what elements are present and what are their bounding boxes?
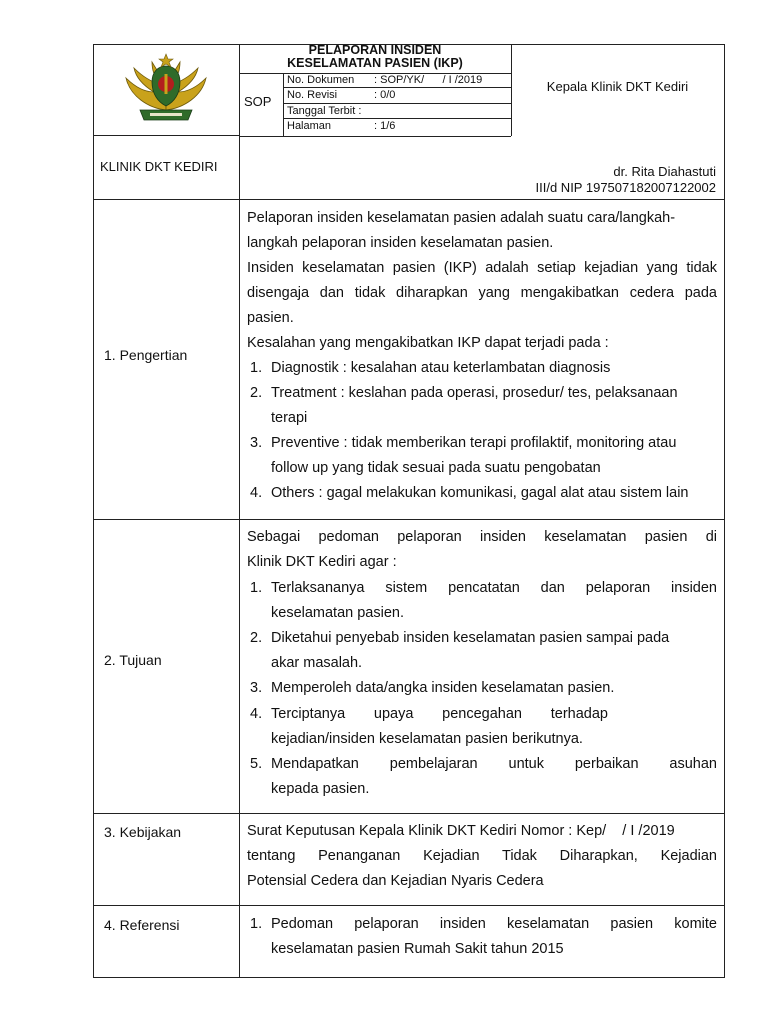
section-label-pengertian: 1. Pengertian bbox=[104, 347, 188, 363]
list-item-continued: keselamatan pasien Rumah Sakit tahun 2015 bbox=[271, 941, 564, 957]
list-number: 2. bbox=[250, 630, 263, 646]
paragraph-line: disengaja dan tidak diharapkan yang mengakibatkan cedera pada bbox=[247, 285, 717, 301]
issue-date-label: Tanggal Terbit : bbox=[287, 105, 362, 117]
list-item-continued: akar masalah. bbox=[271, 655, 363, 671]
clinic-logo bbox=[118, 52, 214, 128]
list-item: Diketahui penyebab insiden keselamatan pasien sampai pada bbox=[271, 630, 670, 646]
list-item: Mendapatkan pembelajaran untuk perbaikan asuhan bbox=[271, 756, 717, 772]
list-item-continued: terapi bbox=[271, 410, 308, 426]
paragraph-line: Kesalahan yang mengakibatkan IKP dapat terjadi pada : bbox=[247, 335, 609, 351]
list-number: 5. bbox=[250, 756, 263, 772]
page-label: Halaman bbox=[287, 120, 332, 132]
section-label-referensi: 4. Referensi bbox=[104, 917, 180, 933]
list-item: Pedoman pelaporan insiden keselamatan pasien komite bbox=[271, 916, 717, 932]
approver-title: Kepala Klinik DKT Kediri bbox=[546, 79, 689, 94]
list-item-continued: kepada pasien. bbox=[271, 781, 370, 797]
list-number: 1. bbox=[250, 580, 263, 596]
list-number: 3. bbox=[250, 680, 263, 696]
list-number: 1. bbox=[250, 916, 263, 932]
sop-label: SOP bbox=[244, 94, 272, 109]
clinic-name: KLINIK DKT KEDIRI bbox=[100, 159, 218, 174]
list-item: Terlaksananya sistem pencatatan dan pelaporan insiden bbox=[271, 580, 717, 596]
paragraph-line: Klinik DKT Kediri agar : bbox=[247, 554, 397, 570]
section-label-tujuan: 2. Tujuan bbox=[104, 652, 162, 668]
paragraph-line: Potensial Cedera dan Kejadian Nyaris Cedera bbox=[247, 873, 544, 889]
list-item: Treatment : keslahan pada operasi, prosedur/ tes, pelaksanaan bbox=[271, 385, 678, 401]
list-item: Preventive : tidak memberikan terapi profilaktif, monitoring atau bbox=[271, 435, 677, 451]
approver-name: dr. Rita Diahastuti bbox=[613, 164, 716, 179]
list-number: 1. bbox=[250, 360, 263, 376]
list-item-continued: follow up yang tidak sesuai pada suatu pengobatan bbox=[271, 460, 601, 476]
paragraph-line: langkah pelaporan insiden keselamatan pasien. bbox=[247, 235, 554, 251]
revision-value: : 0/0 bbox=[374, 89, 396, 101]
section-label-kebijakan: 3. Kebijakan bbox=[104, 824, 182, 840]
document-title-line2: KESELAMATAN PASIEN (IKP) bbox=[287, 56, 463, 70]
list-item-continued: kejadian/insiden keselamatan pasien berikutnya. bbox=[271, 731, 583, 747]
doc-no-label: No. Dokumen bbox=[287, 74, 355, 86]
list-item-continued: keselamatan pasien. bbox=[271, 605, 404, 621]
approver-nip: III/d NIP 197507182007122002 bbox=[535, 180, 716, 195]
revision-label: No. Revisi bbox=[287, 89, 338, 101]
paragraph-line: Pelaporan insiden keselamatan pasien adalah suatu cara/langkah- bbox=[247, 210, 676, 226]
list-number: 4. bbox=[250, 706, 263, 722]
paragraph-line: Insiden keselamatan pasien (IKP) adalah setiap kejadian yang tidak bbox=[247, 260, 717, 276]
paragraph-line: Surat Keputusan Kepala Klinik DKT Kediri Nomor : Kep/ / I /2019 bbox=[247, 823, 675, 839]
paragraph-line: tentang Penanganan Kejadian Tidak Diharapkan, Kejadian bbox=[247, 848, 717, 864]
document-title-line1: PELAPORAN INSIDEN bbox=[308, 43, 442, 57]
paragraph-line: Sebagai pedoman pelaporan insiden keselamatan pasien di bbox=[247, 529, 717, 545]
list-number: 3. bbox=[250, 435, 263, 451]
list-number: 2. bbox=[250, 385, 263, 401]
page-value: : 1/6 bbox=[374, 120, 396, 132]
list-number: 4. bbox=[250, 485, 263, 501]
list-item: Others : gagal melakukan komunikasi, gagal alat atau sistem lain bbox=[271, 485, 689, 501]
list-item: Terciptanya upaya pencegahan terhadap bbox=[271, 706, 608, 722]
paragraph-line: pasien. bbox=[247, 310, 294, 326]
list-item: Memperoleh data/angka insiden keselamatan pasien. bbox=[271, 680, 615, 696]
doc-no-value: : SOP/YK/ / I /2019 bbox=[374, 74, 483, 86]
list-item: Diagnostik : kesalahan atau keterlambatan diagnosis bbox=[271, 360, 611, 376]
